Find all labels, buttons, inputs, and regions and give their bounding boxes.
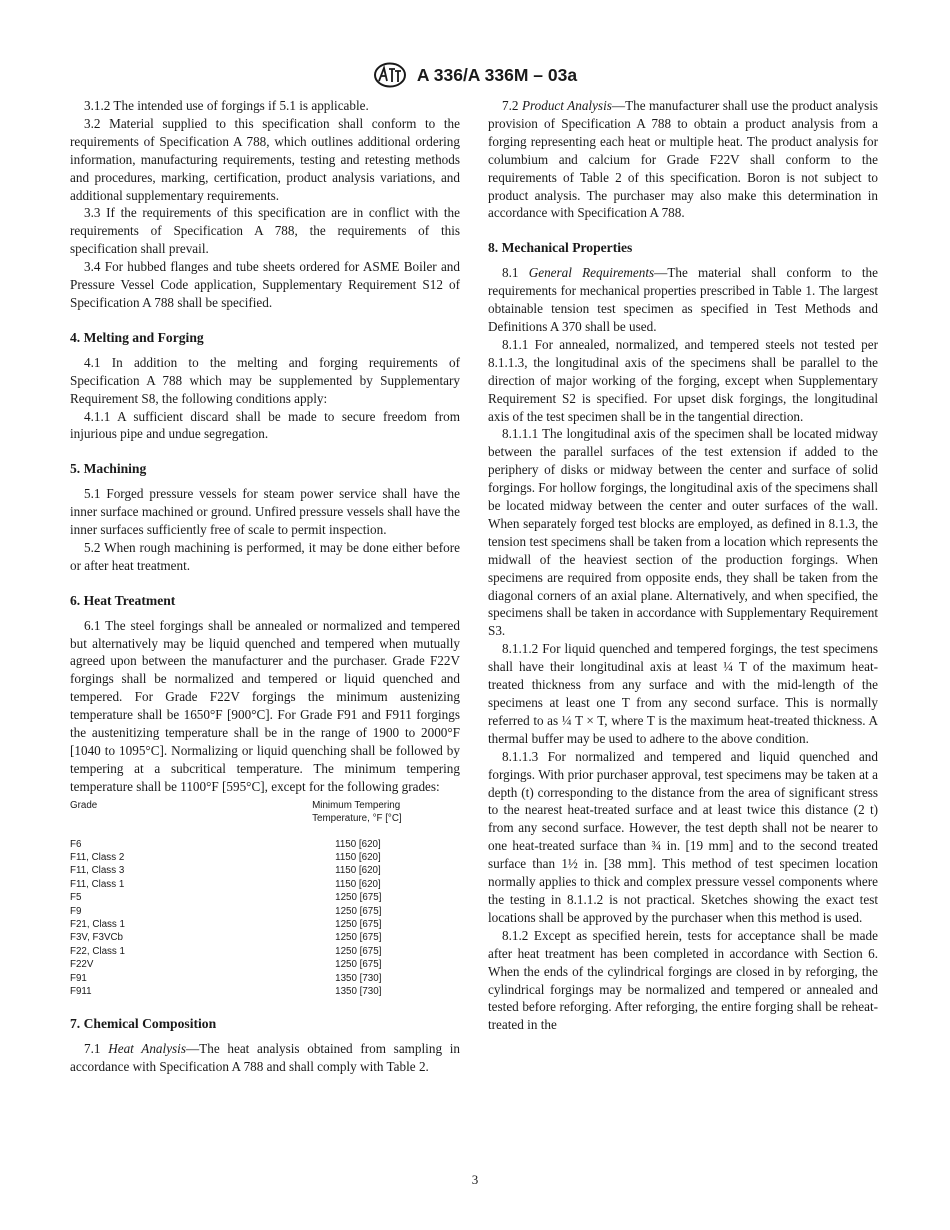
paragraph-3-2: 3.2 Material supplied to this specification shall conform to the requirements of Specification A 788, which outlines additional ordering information, manufacturing requirements, testing and retesting methods and procedures, marking, certification, product analysis variations, and additional supplementary requirements.: [70, 115, 460, 203]
paragraph-4-1: 4.1 In addition to the melting and forging requirements of Specification A 788 which may be supplemented by Supplementary Requirement S8, the following conditions apply:: [70, 354, 460, 406]
paragraph-8-1-text: —The material shall conform to the requirements for mechanical properties prescribed in Table 1. The largest obtainable tension test specimen as specified in Test Methods and Definitions A 370 shall be used.: [488, 265, 878, 334]
paragraph-5-1: 5.1 Forged pressure vessels for steam power service shall have the inner surface machined or ground. Unfired pressure vessels shall have the inner surfaces sufficiently free of scale to permit inspection.: [70, 486, 460, 538]
temperature-cell: 1250 [675]: [335, 892, 382, 904]
temperature-cell: 1250 [675]: [335, 932, 382, 944]
grade-cell: F11, Class 2: [70, 851, 125, 863]
table-row: [70, 838, 460, 851]
grade-cell: F22V: [70, 959, 94, 971]
section-heading-mechanical-properties: 8. Mechanical Properties: [488, 240, 633, 256]
paragraph-8-1-number: 8.1: [502, 265, 519, 281]
temperature-cell: 1150 [620]: [335, 878, 381, 890]
tempering-temperature-table: [70, 799, 460, 999]
paragraph-8-1: [488, 264, 878, 336]
paragraph-8-1-title: General Requirements: [528, 265, 655, 281]
paragraph-6-1: 6.1 The steel forgings shall be annealed or normalized and tempered but alternatively may be liquid quenched and tempered when mutually agreed upon between the manufacturer and the purchaser. Grade F22V forgings shall be normalized and tempered or liquid quenched and tempered. For Grade F22V forgings the minimum austenizing temperature shall be 1650°F [900°C]. For Grade F91 and F911 forgings the austenitizing temperature shall be in the range of 1900 to 2000°F [1040 to 1095°C]. Normalizing or liquid quenching shall be followed by tempering at a subcritical temperature. The minimum tempering temperature shall be 1100°F [595°C], except for the following grades:: [70, 617, 460, 794]
temperature-cell: 1250 [675]: [335, 959, 382, 971]
temperature-cell: 1250 [675]: [335, 945, 382, 957]
table-header-temperature-line2: Temperature, °F [°C]: [312, 813, 402, 825]
paragraph-7-2: [488, 97, 878, 222]
section-heading-melting-and-forging: 4. Melting and Forging: [70, 329, 204, 345]
paragraph-5-2: 5.2 When rough machining is performed, it may be done either before or after heat treatment.: [70, 539, 460, 573]
grade-cell: F11, Class 3: [70, 865, 125, 877]
grade-cell: F911: [70, 986, 92, 997]
table-row: [70, 972, 460, 985]
table-header-row: [70, 799, 460, 838]
temperature-cell: 1150 [620]: [335, 851, 381, 863]
left-column: [70, 97, 460, 1076]
grade-cell: F6: [70, 838, 82, 850]
paragraph-3-1-2: 3.1.2 The intended use of forgings if 5.1 is applicable.: [84, 98, 369, 113]
table-header-grade: Grade: [70, 799, 98, 811]
table-row: [70, 931, 460, 944]
paragraph-8-1-1: 8.1.1 For annealed, normalized, and tempered steels not tested per 8.1.1.3, the longitudinal axis of the specimens shall be parallel to the direction of major working of the forging, except when Supplementary Requirement S2 is specified. For upset disk forgings, the longitudinal axis of the test specimen shall be in the tangential direction.: [488, 336, 878, 424]
document-designation: A 336/A 336M – 03a: [416, 64, 578, 85]
grade-cell: F22, Class 1: [70, 945, 125, 957]
table-row: [70, 905, 460, 918]
temperature-cell: 1150 [620]: [335, 838, 381, 850]
paragraph-7-2-text: —The manufacturer shall use the product analysis provision of Specification A 788 to obtain a product analysis from a forging representing each heat or multiple heat. The product analysis for columbium and calcium for Grade F22V shall conform to the requirements of Table 2 of this specification. Boron is not subject to product analysis. The purchaser may also make this determination in accordance with Specification A 788.: [488, 98, 878, 221]
grade-cell: F9: [70, 905, 82, 917]
section-heading-chemical-composition: 7. Chemical Composition: [70, 1016, 217, 1032]
temperature-cell: 1250 [675]: [335, 905, 382, 917]
grade-cell: F11, Class 1: [70, 878, 125, 890]
table-header-temperature-line1: Minimum Tempering: [312, 799, 401, 811]
table-row: [70, 958, 460, 971]
table-row: [70, 864, 460, 877]
section-heading-heat-treatment: 6. Heat Treatment: [70, 592, 176, 608]
paragraph-7-1-text: —The heat analysis obtained from sampling in accordance with Specification A 788 and shall comply with Table 2.: [70, 1041, 460, 1075]
grade-cell: F5: [70, 892, 82, 904]
temperature-cell: 1250 [675]: [335, 918, 382, 930]
paragraph-8-1-1-2: 8.1.1.2 For liquid quenched and tempered forgings, the test specimens shall have their longitudinal axis at least ¼ T of the maximum heat-treated thickness from any surface and with the mid-length of the specimens at least one T from any second surface. This is normally referred to as ¼ T × T, where T is the maximum heat-treated thickness. A thermal buffer may be used to adhere to the above condition.: [488, 641, 878, 746]
paragraph-8-1-1-3: 8.1.1.3 For normalized and tempered and liquid quenched and forgings. With prior purchaser approval, test specimens may be taken at a depth (t) corresponding to the distance from the area of significant stress to the nearest heat-treated surface and at least twice this distance (2 t) from any second surface. However, the test depth shall not be nearer to one heat-treated surface than ¾ in. [19 mm] and to the second treated surface than 1½ in. [38 mm]. This method of test specimen location normally applies to thick and complex pressure vessel components where the testing in 8.1.1.2 is not practical. Sketches showing the exact test locations shall be approved by the purchaser when this method is used.: [488, 748, 878, 925]
table-row: [70, 985, 460, 998]
paragraph-8-1-1-1: 8.1.1.1 The longitudinal axis of the specimen shall be located midway between the parallel surfaces of the test extension if added to the periphery of disks or midway between the center and surface of solid forgings. For hollow forgings, the longitudinal axis of the specimens shall be located midway between the center and outer surfaces of the wall. When separately forged test blocks are employed, as defined in 8.1.3, the tension test specimens shall be taken from a location which represents the midwall of the heaviest section of the production forgings. When specimens are required from opposite ends, they shall be taken from the diagonal corners of an axial plane. Alternatively, and when specified, the specimens shall be taken in accordance with Supplementary Requirement S3.: [488, 426, 878, 639]
temperature-cell: 1350 [730]: [335, 986, 382, 997]
paragraph-4-1-1: 4.1.1 A sufficient discard shall be made to secure freedom from injurious pipe and undue segregation.: [70, 408, 460, 442]
paragraph-7-2-title: Product Analysis: [521, 98, 612, 113]
table-row: [70, 878, 460, 891]
table-row: [70, 945, 460, 958]
temperature-cell: 1350 [730]: [335, 972, 382, 984]
table-row: [70, 851, 460, 864]
page-header: [0, 62, 950, 88]
paragraph-7-1: [70, 1040, 460, 1076]
paragraph-3-4: 3.4 For hubbed flanges and tube sheets ordered for ASME Boiler and Pressure Vessel Code application, Supplementary Requirement S12 of Specification A 788 shall be specified.: [70, 259, 460, 310]
paragraph-7-1-title: Heat Analysis: [108, 1041, 186, 1057]
paragraph-8-1-2: 8.1.2 Except as specified herein, tests for acceptance shall be made after heat treatment has been completed in accordance with Section 6. When the ends of the cylindrical forgings are closed in by reforging, the cylindrical forgings may be normalized and tempered or annealed and tested before reforging. After reforging, the entire forging shall be reheat-treated in the: [488, 927, 878, 1033]
table-row: [70, 918, 460, 931]
grade-cell: F21, Class 1: [70, 918, 125, 930]
table-row: [70, 891, 460, 904]
paragraph-3-3: 3.3 If the requirements of this specification are in conflict with the requirements of Specification A 788, the requirements of this specification shall prevail.: [70, 205, 460, 257]
astm-logo-icon: [373, 62, 407, 88]
paragraph-7-1-number: 7.1: [84, 1041, 101, 1057]
table-header-temperature: [137, 799, 460, 838]
section-heading-machining: 5. Machining: [70, 461, 147, 477]
page-number: 3: [471, 1172, 479, 1187]
right-column: [488, 97, 878, 1034]
grade-cell: F3V, F3VCb: [70, 932, 124, 944]
temperature-cell: 1150 [620]: [335, 865, 381, 877]
paragraph-7-2-number: 7.2: [502, 98, 519, 113]
grade-cell: F91: [70, 972, 87, 984]
